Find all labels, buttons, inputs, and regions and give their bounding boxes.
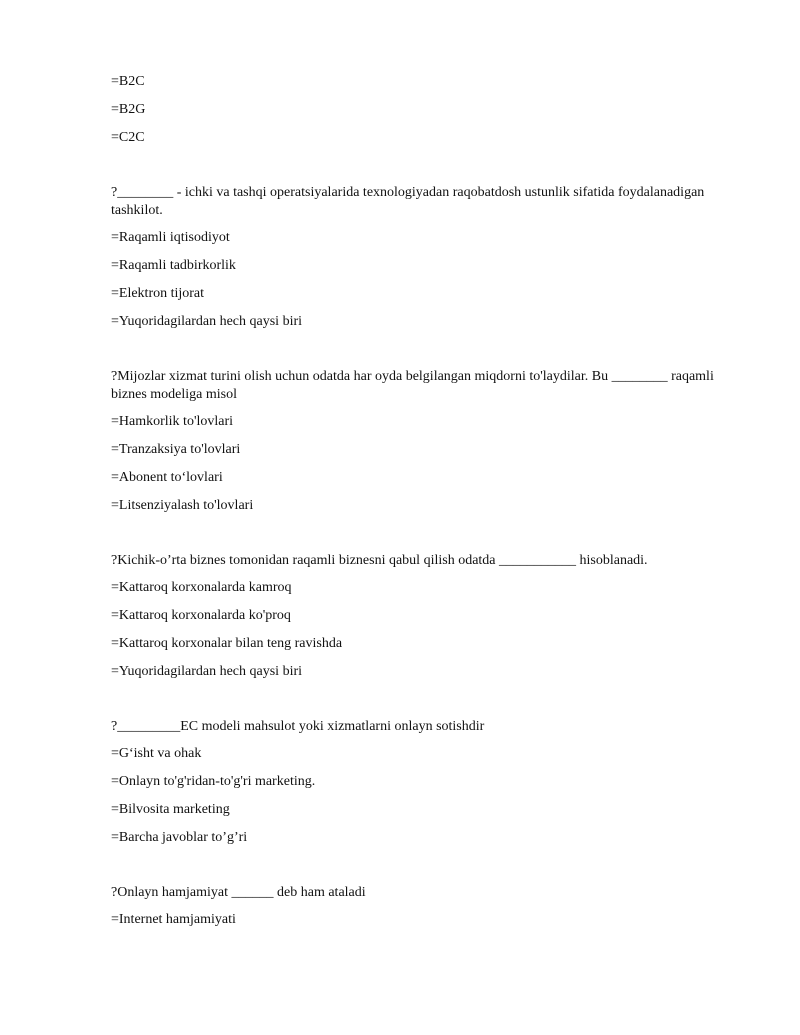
quiz-block-4 (111, 718, 731, 848)
question-text: ?Onlayn hamjamiyat ______ deb ham ataladi (111, 885, 366, 900)
question-text: ?________ - ichki va tashqi operatsiyalarida texnologiyadan raqobatdosh ustunlik sifatida foydalanadigan tashkilot. (111, 185, 705, 218)
quiz-block-2 (111, 368, 731, 516)
block-spacer (111, 856, 731, 884)
answer-option: =C2C (111, 130, 145, 145)
block-spacer (111, 690, 731, 718)
quiz-block-1 (111, 184, 731, 332)
answer-option: =Litsenziyalash to'lovlari (111, 498, 254, 513)
block-spacer (111, 524, 731, 552)
quiz-block-0 (111, 72, 731, 148)
quiz-content (111, 72, 731, 938)
answer-option: =Raqamli tadbirkorlik (111, 258, 236, 273)
answer-option: =Kattaroq korxonalar bilan teng ravishda (111, 636, 343, 651)
answer-option: =G‘isht va ohak (111, 746, 202, 761)
answer-option: =Barcha javoblar to’g’ri (111, 830, 248, 845)
question-text: ?Mijozlar xizmat turini olish uchun odatda har oyda belgilangan miqdorni to'laydilar. Bu ________ raqamli biznes modeliga misol (111, 369, 714, 402)
answer-option: =Tranzaksiya to'lovlari (111, 442, 241, 457)
answer-option: =Bilvosita marketing (111, 802, 230, 817)
answer-option: =B2C (111, 74, 145, 89)
answer-option: =Yuqoridagilardan hech qaysi biri (111, 664, 303, 679)
quiz-block-3 (111, 552, 731, 682)
block-spacer (111, 340, 731, 368)
answer-option: =Yuqoridagilardan hech qaysi biri (111, 314, 303, 329)
question-text: ?Kichik-o’rta biznes tomonidan raqamli biznesni qabul qilish odatda ___________ hisoblanadi. (111, 553, 648, 568)
quiz-block-5 (111, 884, 731, 930)
answer-option: =Elektron tijorat (111, 286, 205, 301)
block-spacer (111, 156, 731, 184)
answer-option: =Abonent to‘lovlari (111, 470, 223, 485)
answer-option: =Internet hamjamiyati (111, 912, 236, 927)
answer-option: =Hamkorlik to'lovlari (111, 414, 234, 429)
answer-option: =Kattaroq korxonalarda kamroq (111, 580, 292, 595)
answer-option: =Kattaroq korxonalarda ko'proq (111, 608, 291, 623)
answer-option: =Raqamli iqtisodiyot (111, 230, 230, 245)
question-text: ?_________EC modeli mahsulot yoki xizmatlarni onlayn sotishdir (111, 719, 485, 734)
answer-option: =Onlayn to'g'ridan-to'g'ri marketing. (111, 774, 316, 789)
answer-option: =B2G (111, 102, 146, 117)
